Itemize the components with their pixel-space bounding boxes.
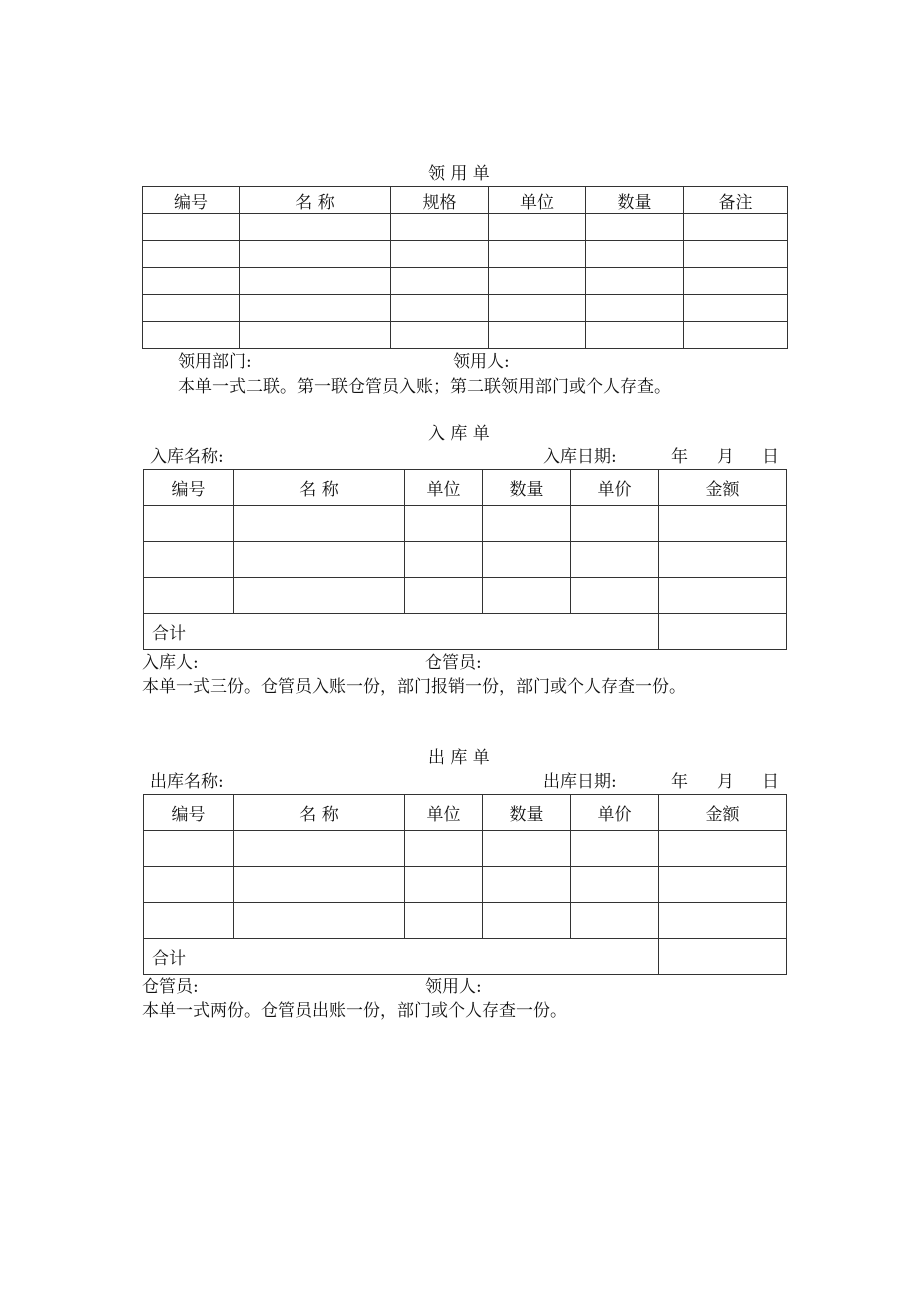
total-label: 合计 bbox=[144, 939, 659, 975]
outbound-name-label: 出库名称: bbox=[150, 772, 224, 792]
header-cell: 数量 bbox=[586, 187, 684, 214]
header-cell: 编号 bbox=[144, 795, 234, 831]
requisition-receiver-label: 领用人: bbox=[453, 352, 510, 372]
outbound-month-label: 月 bbox=[717, 772, 734, 792]
table-cell[interactable] bbox=[483, 867, 571, 903]
table-cell[interactable] bbox=[405, 831, 483, 867]
table-row bbox=[144, 542, 787, 578]
table-cell[interactable] bbox=[483, 831, 571, 867]
table-cell[interactable] bbox=[143, 268, 240, 295]
total-row bbox=[144, 939, 787, 975]
table-row bbox=[144, 578, 787, 614]
table-cell[interactable] bbox=[659, 867, 787, 903]
table-cell[interactable] bbox=[405, 578, 483, 614]
table-cell[interactable] bbox=[571, 867, 659, 903]
outbound-year-label: 年 bbox=[671, 772, 688, 792]
table-cell[interactable] bbox=[659, 542, 787, 578]
table-cell[interactable] bbox=[234, 578, 405, 614]
header-cell: 编号 bbox=[143, 187, 240, 214]
total-value-cell[interactable] bbox=[659, 614, 787, 650]
table-cell[interactable] bbox=[586, 214, 684, 241]
inbound-note: 本单一式三份。仓管员入账一份，部门报销一份，部门或个人存查一份。 bbox=[142, 677, 686, 697]
header-cell: 编号 bbox=[144, 470, 234, 506]
table-cell[interactable] bbox=[405, 903, 483, 939]
table-row bbox=[143, 268, 788, 295]
header-cell: 数量 bbox=[483, 470, 571, 506]
table-cell[interactable] bbox=[571, 542, 659, 578]
table-row bbox=[143, 295, 788, 322]
table-cell[interactable] bbox=[483, 578, 571, 614]
outbound-date-label: 出库日期: bbox=[543, 772, 617, 792]
table-cell[interactable] bbox=[659, 506, 787, 542]
header-cell: 名 称 bbox=[234, 470, 405, 506]
inbound-table bbox=[143, 469, 787, 650]
table-cell[interactable] bbox=[571, 831, 659, 867]
inbound-month-label: 月 bbox=[717, 447, 734, 467]
table-cell[interactable] bbox=[489, 322, 586, 349]
header-cell: 名 称 bbox=[240, 187, 391, 214]
header-cell: 金额 bbox=[659, 795, 787, 831]
table-cell[interactable] bbox=[684, 295, 788, 322]
table-cell[interactable] bbox=[234, 506, 405, 542]
table-cell[interactable] bbox=[143, 241, 240, 268]
header-cell: 单位 bbox=[405, 795, 483, 831]
table-cell[interactable] bbox=[489, 268, 586, 295]
table-row bbox=[143, 214, 788, 241]
table-row bbox=[144, 506, 787, 542]
inbound-name-label: 入库名称: bbox=[150, 447, 224, 467]
table-cell[interactable] bbox=[143, 214, 240, 241]
inbound-person-label: 入库人: bbox=[142, 653, 199, 673]
inbound-form-title: 入 库 单 bbox=[428, 424, 490, 444]
inbound-date-label: 入库日期: bbox=[543, 447, 617, 467]
table-cell[interactable] bbox=[586, 322, 684, 349]
table-cell[interactable] bbox=[659, 903, 787, 939]
table-cell[interactable] bbox=[144, 578, 234, 614]
table-row bbox=[144, 831, 787, 867]
outbound-day-label: 日 bbox=[762, 772, 779, 792]
header-cell: 名 称 bbox=[234, 795, 405, 831]
table-cell[interactable] bbox=[143, 322, 240, 349]
outbound-receiver-label: 领用人: bbox=[425, 977, 482, 997]
table-row bbox=[144, 903, 787, 939]
table-cell[interactable] bbox=[684, 322, 788, 349]
table-cell[interactable] bbox=[586, 268, 684, 295]
total-value-cell[interactable] bbox=[659, 939, 787, 975]
inbound-year-label: 年 bbox=[671, 447, 688, 467]
inbound-day-label: 日 bbox=[762, 447, 779, 467]
table-cell[interactable] bbox=[483, 506, 571, 542]
header-cell: 规格 bbox=[391, 187, 489, 214]
table-row bbox=[143, 322, 788, 349]
header-cell: 单位 bbox=[489, 187, 586, 214]
table-cell[interactable] bbox=[405, 506, 483, 542]
table-cell[interactable] bbox=[489, 295, 586, 322]
table-cell[interactable] bbox=[684, 268, 788, 295]
requisition-dept-label: 领用部门: bbox=[178, 352, 252, 372]
table-cell[interactable] bbox=[144, 831, 234, 867]
table-cell[interactable] bbox=[489, 214, 586, 241]
requisition-table bbox=[142, 186, 788, 349]
table-cell[interactable] bbox=[391, 241, 489, 268]
table-cell[interactable] bbox=[240, 214, 391, 241]
table-cell[interactable] bbox=[240, 295, 391, 322]
table-row bbox=[143, 241, 788, 268]
inbound-keeper-label: 仓管员: bbox=[425, 653, 482, 673]
table-cell[interactable] bbox=[240, 268, 391, 295]
outbound-note: 本单一式两份。仓管员出账一份，部门或个人存查一份。 bbox=[142, 1001, 567, 1021]
table-cell[interactable] bbox=[391, 322, 489, 349]
table-cell[interactable] bbox=[586, 295, 684, 322]
header-cell: 单价 bbox=[571, 795, 659, 831]
table-cell[interactable] bbox=[571, 506, 659, 542]
table-header-row bbox=[144, 795, 787, 831]
outbound-table bbox=[143, 794, 787, 975]
total-label: 合计 bbox=[144, 614, 659, 650]
header-cell: 单位 bbox=[405, 470, 483, 506]
table-cell[interactable] bbox=[483, 903, 571, 939]
table-cell[interactable] bbox=[489, 241, 586, 268]
header-cell: 单价 bbox=[571, 470, 659, 506]
table-cell[interactable] bbox=[234, 867, 405, 903]
table-cell[interactable] bbox=[405, 542, 483, 578]
header-cell: 金额 bbox=[659, 470, 787, 506]
table-cell[interactable] bbox=[391, 268, 489, 295]
table-cell[interactable] bbox=[144, 542, 234, 578]
table-cell[interactable] bbox=[143, 295, 240, 322]
table-cell[interactable] bbox=[234, 542, 405, 578]
table-cell[interactable] bbox=[144, 903, 234, 939]
table-cell[interactable] bbox=[405, 867, 483, 903]
outbound-keeper-label: 仓管员: bbox=[142, 977, 199, 997]
table-cell[interactable] bbox=[684, 214, 788, 241]
table-cell[interactable] bbox=[391, 295, 489, 322]
table-cell[interactable] bbox=[144, 867, 234, 903]
outbound-form-title: 出 库 单 bbox=[428, 748, 490, 768]
requisition-note: 本单一式二联。第一联仓管员入账；第二联领用部门或个人存查。 bbox=[178, 377, 671, 397]
requisition-form-title: 领 用 单 bbox=[428, 164, 490, 184]
table-header-row bbox=[143, 187, 788, 214]
table-cell[interactable] bbox=[571, 578, 659, 614]
table-cell[interactable] bbox=[240, 322, 391, 349]
table-cell[interactable] bbox=[571, 903, 659, 939]
table-cell[interactable] bbox=[483, 542, 571, 578]
table-cell[interactable] bbox=[659, 831, 787, 867]
table-row bbox=[144, 867, 787, 903]
table-header-row bbox=[144, 470, 787, 506]
header-cell: 数量 bbox=[483, 795, 571, 831]
table-cell[interactable] bbox=[144, 506, 234, 542]
table-cell[interactable] bbox=[240, 241, 391, 268]
table-cell[interactable] bbox=[391, 214, 489, 241]
table-cell[interactable] bbox=[234, 903, 405, 939]
table-cell[interactable] bbox=[586, 241, 684, 268]
total-row bbox=[144, 614, 787, 650]
table-cell[interactable] bbox=[684, 241, 788, 268]
table-cell[interactable] bbox=[234, 831, 405, 867]
table-cell[interactable] bbox=[659, 578, 787, 614]
header-cell: 备注 bbox=[684, 187, 788, 214]
